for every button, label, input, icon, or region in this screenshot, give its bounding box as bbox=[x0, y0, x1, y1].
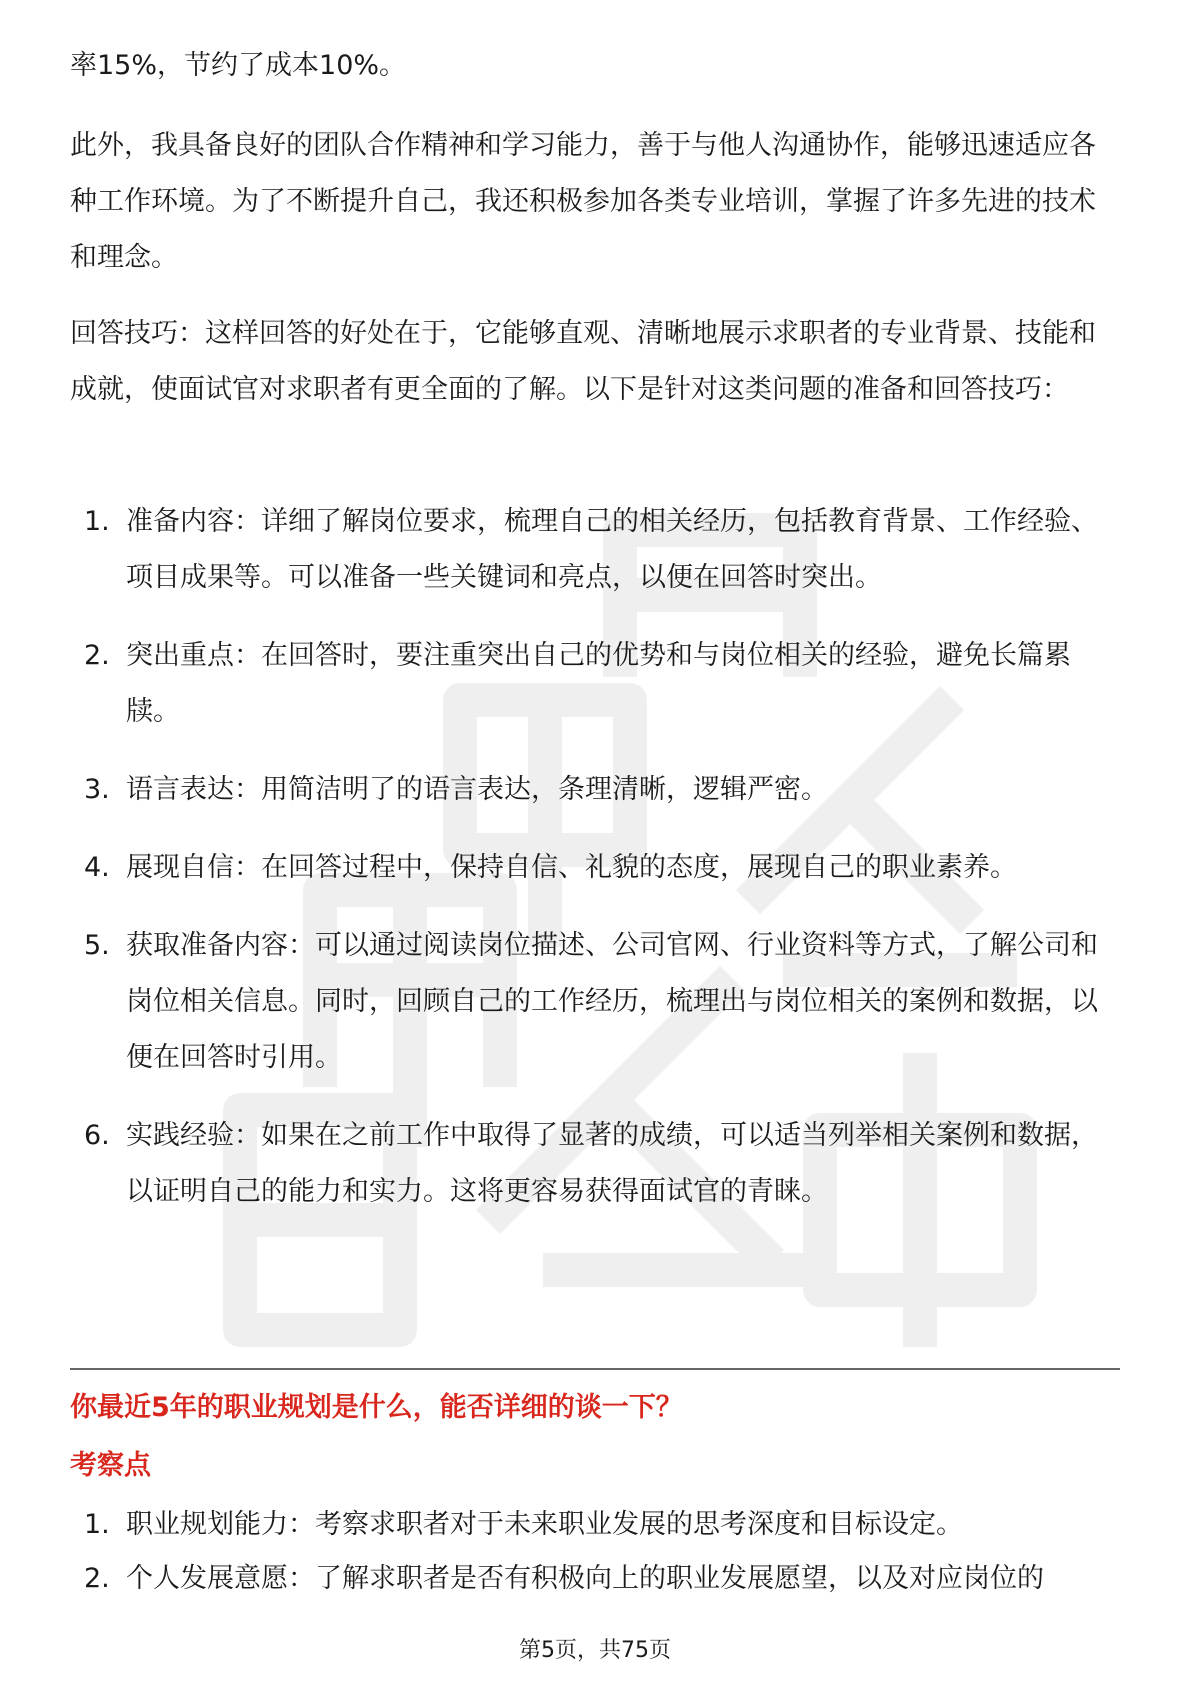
section-divider bbox=[70, 1368, 1120, 1370]
list-number: 3. bbox=[84, 774, 110, 805]
list-item bbox=[70, 1498, 1120, 1552]
question-title: 你最近5年的职业规划是什么，能否详细的谈一下？ bbox=[70, 1392, 683, 1423]
list-text: 实践经验：如果在之前工作中取得了显著的成绩，可以适当列举相关案例和数据，以证明自己的能力和实力。这将更容易获得面试官的青睐。 bbox=[126, 1120, 1098, 1207]
list-number: 4. bbox=[84, 852, 110, 883]
list-text: 展现自信：在回答过程中，保持自信、礼貌的态度，展现自己的职业素养。 bbox=[126, 852, 1017, 883]
list-text: 准备内容：详细了解岗位要求，梳理自己的相关经历，包括教育背景、工作经验、项目成果等。可以准备一些关键词和亮点，以便在回答时突出。 bbox=[126, 506, 1098, 593]
list-item bbox=[70, 494, 1120, 606]
list-item bbox=[70, 1552, 1120, 1606]
list-number: 2. bbox=[84, 640, 110, 671]
assessment-points-list bbox=[70, 1498, 1120, 1606]
list-number: 6. bbox=[84, 1120, 110, 1151]
list-number: 1. bbox=[84, 1509, 110, 1540]
list-item bbox=[70, 1108, 1120, 1220]
paragraph-2: 此外，我具备良好的团队合作精神和学习能力，善于与他人沟通协作，能够迅速适应各种工作环境。为了不断提升自己，我还积极参加各类专业培训，掌握了许多先进的技术和理念。 bbox=[70, 130, 1096, 273]
list-item bbox=[70, 628, 1120, 740]
list-item bbox=[70, 840, 1120, 896]
list-text: 语言表达：用简洁明了的语言表达，条理清晰，逻辑严密。 bbox=[126, 774, 828, 805]
list-number: 2. bbox=[84, 1563, 110, 1594]
list-item bbox=[70, 762, 1120, 818]
tips-list bbox=[70, 494, 1120, 1220]
page-footer: 第5页，共75页 bbox=[519, 1638, 671, 1663]
list-text: 获取准备内容：可以通过阅读岗位描述、公司官网、行业资料等方式，了解公司和岗位相关信息。同时，回顾自己的工作经历，梳理出与岗位相关的案例和数据，以便在回答时引用。 bbox=[126, 930, 1098, 1073]
list-number: 1. bbox=[84, 506, 110, 537]
list-text: 个人发展意愿：了解求职者是否有积极向上的职业发展愿望，以及对应岗位的 bbox=[126, 1563, 1044, 1594]
list-number: 5. bbox=[84, 930, 110, 961]
question-subtitle: 考察点 bbox=[70, 1450, 151, 1481]
list-item bbox=[70, 918, 1120, 1086]
paragraph-answer-tips: 回答技巧：这样回答的好处在于，它能够直观、清晰地展示求职者的专业背景、技能和成就，使面试官对求职者有更全面的了解。以下是针对这类问题的准备和回答技巧： bbox=[70, 318, 1096, 405]
paragraph-1: 率15%，节约了成本10%。 bbox=[70, 50, 407, 81]
list-text: 职业规划能力：考察求职者对于未来职业发展的思考深度和目标设定。 bbox=[126, 1509, 963, 1540]
list-text: 突出重点：在回答时，要注重突出自己的优势和与岗位相关的经验，避免长篇累牍。 bbox=[126, 640, 1071, 727]
